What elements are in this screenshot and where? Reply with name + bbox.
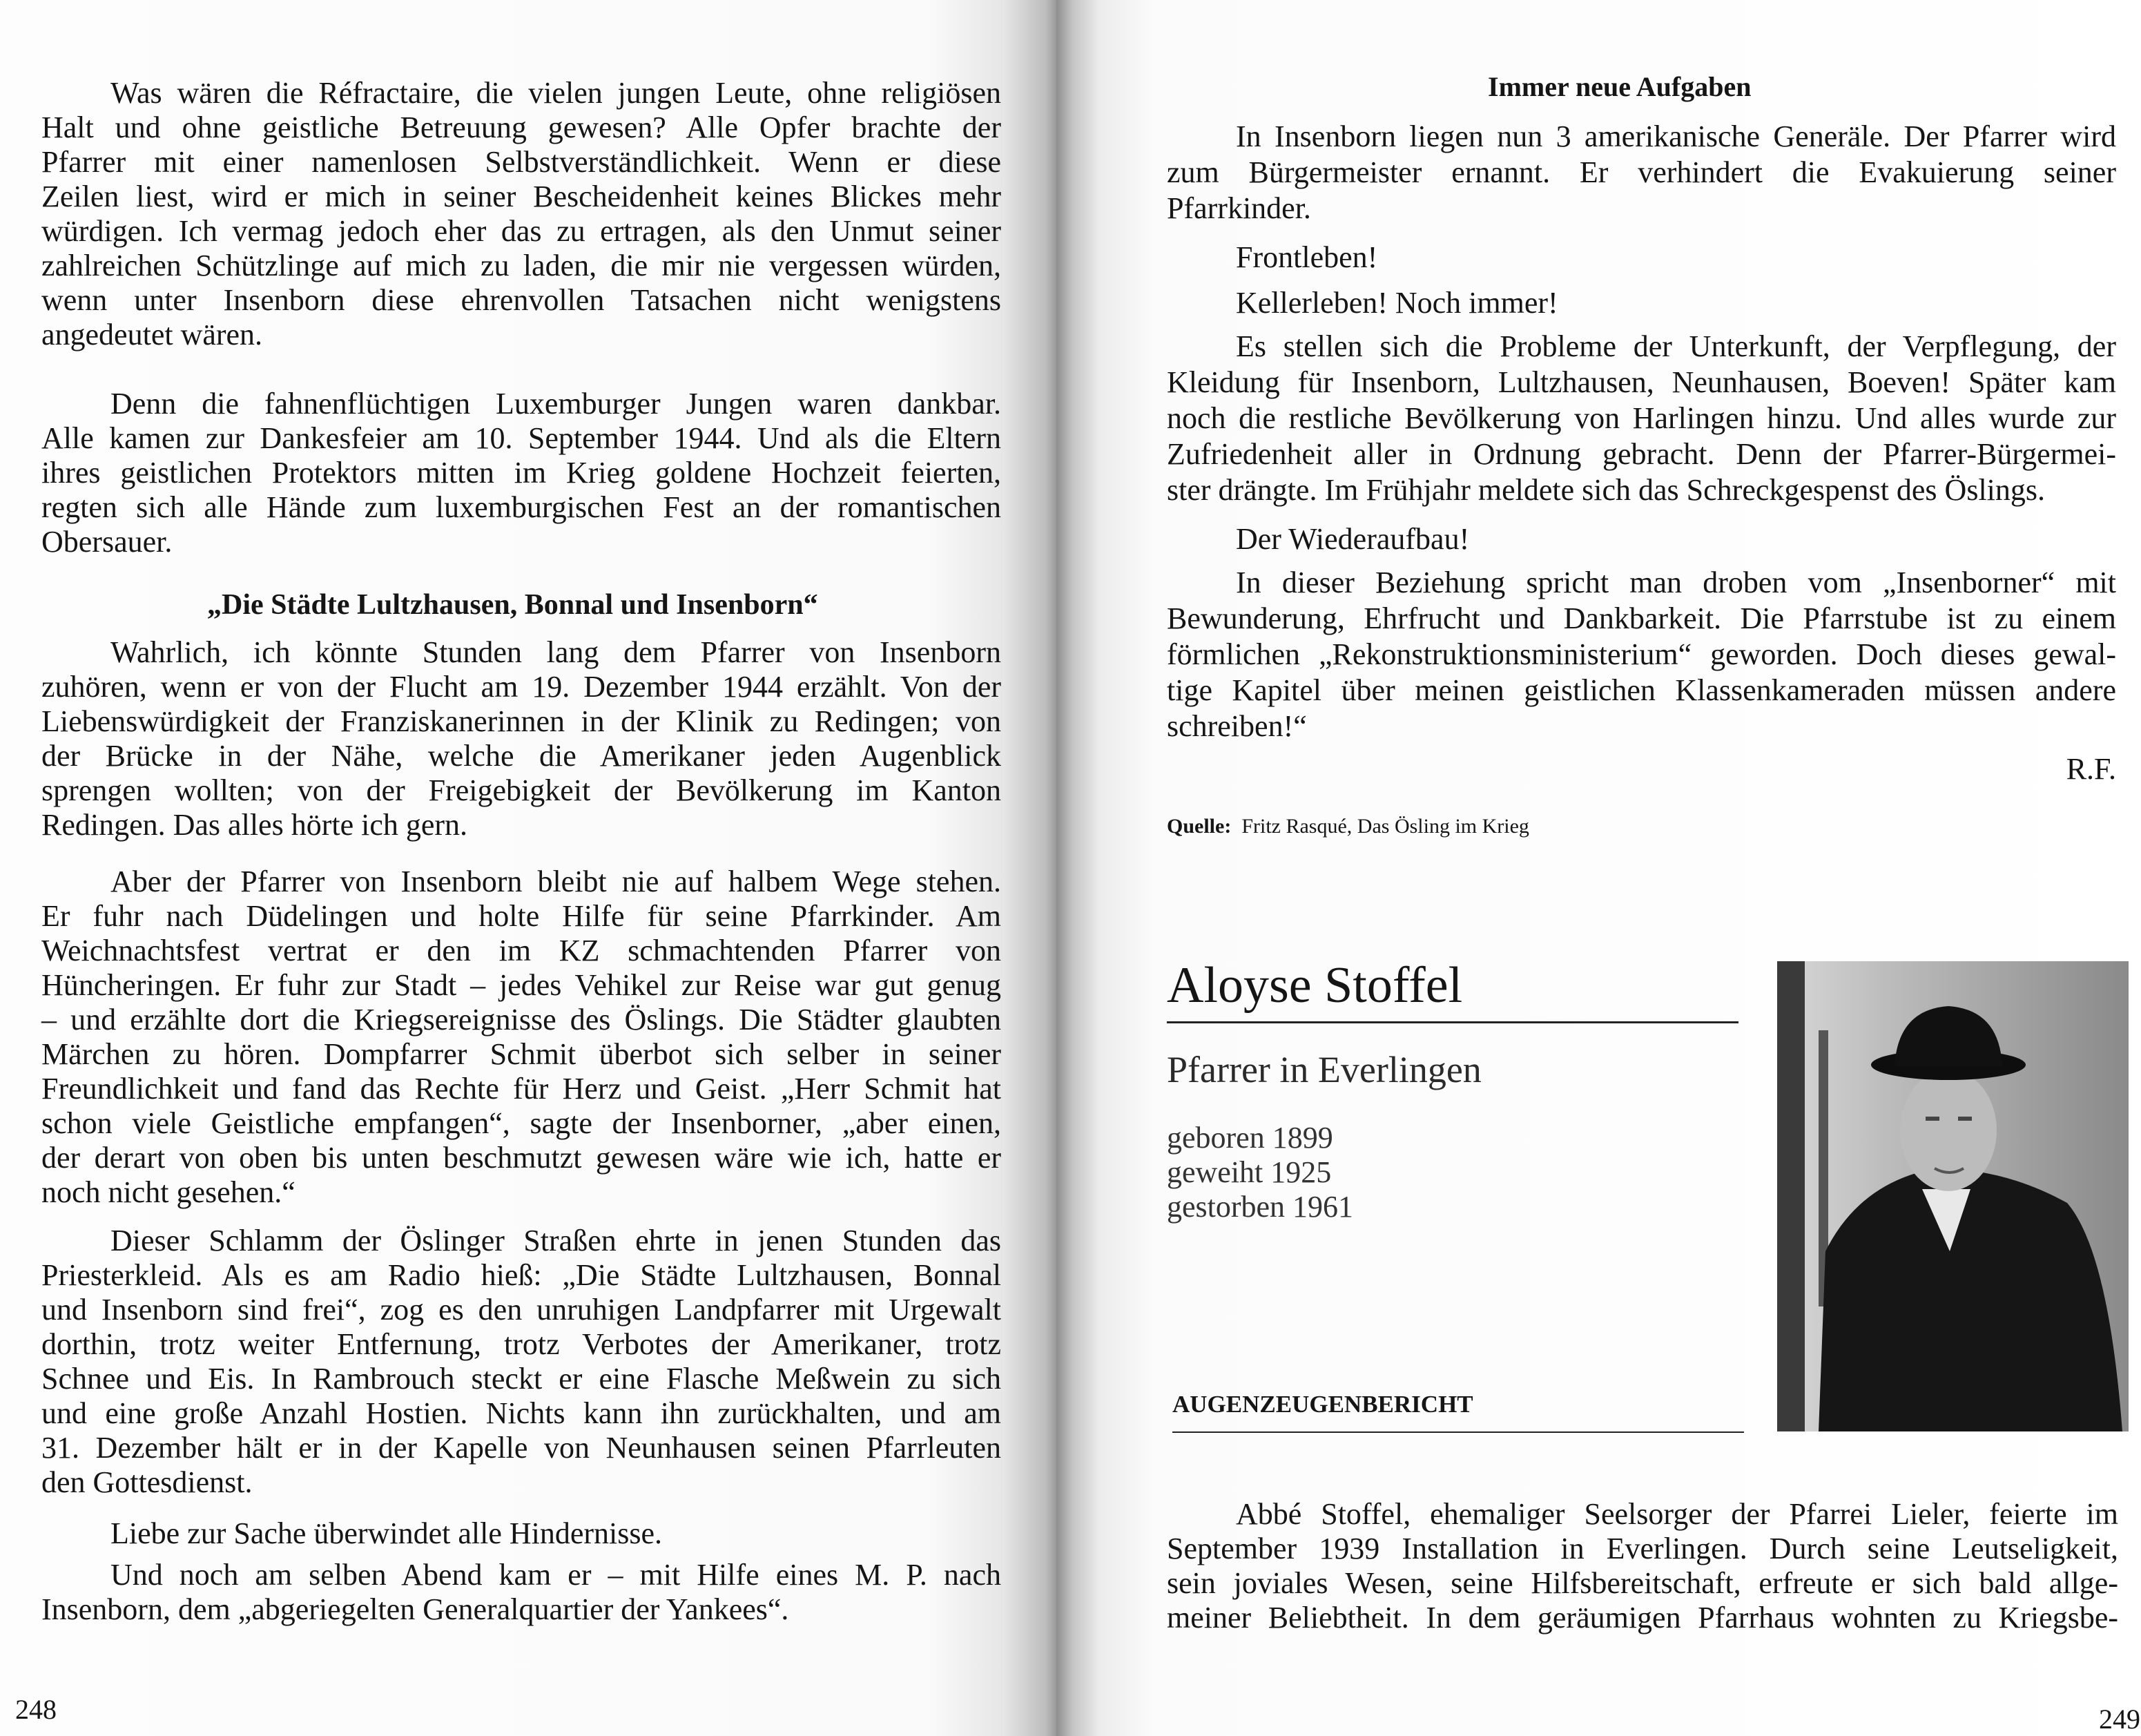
text-line: würdigen. Ich vermag jedoch eher das zu ertragen, als den Unmut seiner: [41, 214, 1001, 248]
text-line: der derart von oben bis unten beschmutzt gewesen wäre wie ich, hatte er: [41, 1141, 1001, 1175]
text-line: Liebenswürdigkeit der Franziskanerinnen in der Klinik zu Redingen; von: [41, 704, 1001, 738]
text-line: noch die restliche Bevölkerung von Harlingen hinzu. Und alles wurde zur: [1167, 401, 2116, 435]
text-line: Zeilen liest, wird er mich in seiner Bescheidenheit keines Blickes mehr: [41, 180, 1001, 213]
portrait-photo: [1777, 961, 2129, 1431]
text-line: Kellerleben! Noch immer!: [1236, 286, 1558, 320]
text-line: Halt und ohne geistliche Betreuung gewesen? Alle Opfer brachte der: [41, 110, 1001, 144]
text-line: – und erzählte dort die Kriegsereignisse des Öslings. Die Städter glaubten: [41, 1003, 1001, 1036]
text-line: In Insenborn liegen nun 3 amerikanische Generäle. Der Pfarrer wird: [1236, 119, 2116, 153]
portrait-figure-icon: [1777, 961, 2129, 1431]
text-line: dorthin, trotz weiter Entfernung, trotz Verbotes der Amerikaner, trotz: [41, 1327, 1001, 1361]
text-line: tige Kapitel über meinen geistlichen Klassenkameraden müssen andere: [1167, 673, 2116, 707]
paragraph: [41, 1224, 1001, 1500]
text-line: der Brücke in der Nähe, welche die Amerikaner jeden Augenblick: [41, 739, 1001, 773]
page-number: 249: [2099, 1704, 2140, 1735]
paragraph: [1167, 119, 2116, 226]
text-line: zuhören, wenn er von der Flucht am 19. Dezember 1944 erzählt. Von der: [41, 670, 1001, 704]
section-label: AUGENZEUGENBERICHT: [1172, 1391, 1473, 1418]
profile-role: Pfarrer in Everlingen: [1167, 1049, 1482, 1090]
paragraph: [41, 387, 1001, 559]
divider: [1167, 1021, 1738, 1023]
paragraph: [1167, 329, 2116, 508]
text-line: regten sich alle Hände zum luxemburgischen Fest an der romantischen: [41, 490, 1001, 524]
text-line: Kleidung für Insenborn, Lultzhausen, Neunhausen, Boeven! Später kam: [1167, 365, 2116, 399]
source-note: [1167, 815, 1529, 838]
profile-date: geboren 1899: [1167, 1121, 1333, 1155]
text-line: Liebe zur Sache überwindet alle Hindernisse.: [110, 1516, 663, 1550]
paragraph: [41, 865, 1001, 1210]
text-line: und Insenborn sind frei“, zog es den unruhigen Landpfarrer mit Urgewalt: [41, 1293, 1001, 1327]
text-line: Hüncheringen. Er fuhr zur Stadt – jedes Vehikel zur Reise war gut genug: [41, 968, 1001, 1002]
text-line: Alle kamen zur Dankesfeier am 10. September 1944. Und als die Eltern: [41, 421, 1001, 455]
text-line: Wahrlich, ich könnte Stunden lang dem Pfarrer von Insenborn: [110, 635, 1001, 669]
text-line: Was wären die Réfractaire, die vielen jungen Leute, ohne religiösen: [110, 76, 1001, 110]
text-line: zahlreichen Schützlinge auf mich zu laden, die mir nie vergessen würden,: [41, 249, 1001, 282]
text-line: schreiben!“: [1167, 709, 1307, 743]
text-line: Pfarrkinder.: [1167, 191, 1311, 225]
paragraph: [41, 1558, 1001, 1627]
section-heading: Immer neue Aufgaben: [1488, 71, 1752, 102]
text-line: angedeutet wären.: [41, 318, 263, 351]
text-line: Weichnachtsfest vertrat er den im KZ schmachtenden Pfarrer von: [41, 934, 1001, 967]
page-number: 248: [15, 1694, 57, 1725]
divider: [1172, 1431, 1744, 1433]
text-line: schon viele Geistliche empfangen“, sagte der Insenborner, „aber einen,: [41, 1106, 1001, 1140]
text-line: Obersauer.: [41, 525, 173, 559]
text-line: Aber der Pfarrer von Insenborn bleibt nie auf halbem Wege stehen.: [110, 865, 1001, 898]
text-line: In dieser Beziehung spricht man droben vom „Insenborner“ mit: [1236, 566, 2116, 599]
text-line: wenn unter Insenborn diese ehrenvollen Tatsachen nicht wenigstens: [41, 283, 1001, 317]
text-line: Schnee und Eis. In Rambrouch steckt er eine Flasche Meßwein zu sich: [41, 1362, 1001, 1396]
text-line: zum Bürgermeister ernannt. Er verhindert die Evakuierung seiner: [1167, 155, 2116, 189]
source-text: Fritz Rasqué, Das Ösling im Krieg: [1241, 815, 1529, 838]
text-line: Dieser Schlamm der Öslinger Straßen ehrte in jenen Stunden das: [110, 1224, 1001, 1257]
profile-date: geweiht 1925: [1167, 1155, 1332, 1189]
text-line: Der Wiederaufbau!: [1236, 522, 1470, 556]
profile-date: gestorben 1961: [1167, 1190, 1354, 1224]
text-line: September 1939 Installation in Everlingen. Durch seine Leutseligkeit,: [1167, 1532, 2118, 1565]
text-line: Märchen zu hören. Dompfarrer Schmit überbot sich selber in seiner: [41, 1037, 1001, 1071]
text-line: und eine große Anzahl Hostien. Nichts kann ihn zurückhalten, und am: [41, 1396, 1001, 1430]
profile-name: Aloyse Stoffel: [1167, 957, 1463, 1014]
paragraph: [1167, 565, 2116, 744]
text-line: Es stellen sich die Probleme der Unterkunft, der Verpflegung, der: [1236, 329, 2116, 363]
text-line: Redingen. Das alles hörte ich gern.: [41, 808, 468, 842]
text-line: Frontleben!: [1236, 240, 1378, 274]
text-line: Bewunderung, Ehrfrucht und Dankbarkeit. Die Pfarrstube ist zu einem: [1167, 601, 2116, 635]
paragraph: [1167, 1497, 2118, 1635]
text-line: Er fuhr nach Düdelingen und holte Hilfe für seine Pfarrkinder. Am: [41, 899, 1001, 933]
text-line: den Gottesdienst.: [41, 1465, 253, 1499]
text-line: meiner Beliebtheit. In dem geräumigen Pfarrhaus wohnten zu Kriegsbe-: [1167, 1601, 2118, 1634]
source-label: Quelle:: [1167, 815, 1232, 838]
text-line: Abbé Stoffel, ehemaliger Seelsorger der Pfarrei Lieler, feierte im: [1236, 1497, 2118, 1531]
text-line: Priesterkleid. Als es am Radio hieß: „Die Städte Lultzhausen, Bonnal: [41, 1258, 1001, 1292]
text-line: Denn die fahnenflüchtigen Luxemburger Jungen waren dankbar.: [110, 387, 1001, 421]
paragraph: [41, 1516, 1001, 1551]
paragraph: [1167, 286, 2116, 320]
text-line: sein joviales Wesen, seine Hilfsbereitschaft, erfreute er sich bald allge-: [1167, 1566, 2118, 1600]
signature: R.F.: [2066, 752, 2116, 786]
text-line: ster drängte. Im Frühjahr meldete sich das Schreckgespenst des Öslings.: [1167, 473, 2046, 507]
paragraph: [1167, 240, 2116, 275]
text-line: 31. Dezember hält er in der Kapelle von Neunhausen seinen Pfarrleuten: [41, 1431, 1001, 1465]
section-heading: „Die Städte Lultzhausen, Bonnal und Insenborn“: [207, 589, 818, 621]
text-line: Insenborn, dem „abgeriegelten Generalquartier der Yankees“.: [41, 1592, 789, 1626]
text-line: Und noch am selben Abend kam er – mit Hilfe eines M. P. nach: [110, 1558, 1001, 1592]
paragraph: [41, 76, 1001, 352]
text-line: noch nicht gesehen.“: [41, 1175, 296, 1209]
paragraph: [41, 635, 1001, 842]
paragraph: [1167, 522, 2116, 557]
text-line: sprengen wollten; von der Freigebigkeit der Bevölkerung im Kanton: [41, 773, 1001, 807]
text-line: Freundlichkeit und fand das Rechte für Herz und Geist. „Herr Schmit hat: [41, 1072, 1001, 1106]
text-line: ihres geistlichen Protektors mitten im Krieg goldene Hochzeit feierten,: [41, 456, 1001, 490]
text-line: förmlichen „Rekonstruktionsministerium“ geworden. Doch dieses gewal-: [1167, 637, 2116, 671]
text-line: Zufriedenheit aller in Ordnung gebracht. Denn der Pfarrer-Bürgermei-: [1167, 437, 2116, 471]
text-line: Pfarrer mit einer namenlosen Selbstverständlichkeit. Wenn er diese: [41, 145, 1001, 179]
